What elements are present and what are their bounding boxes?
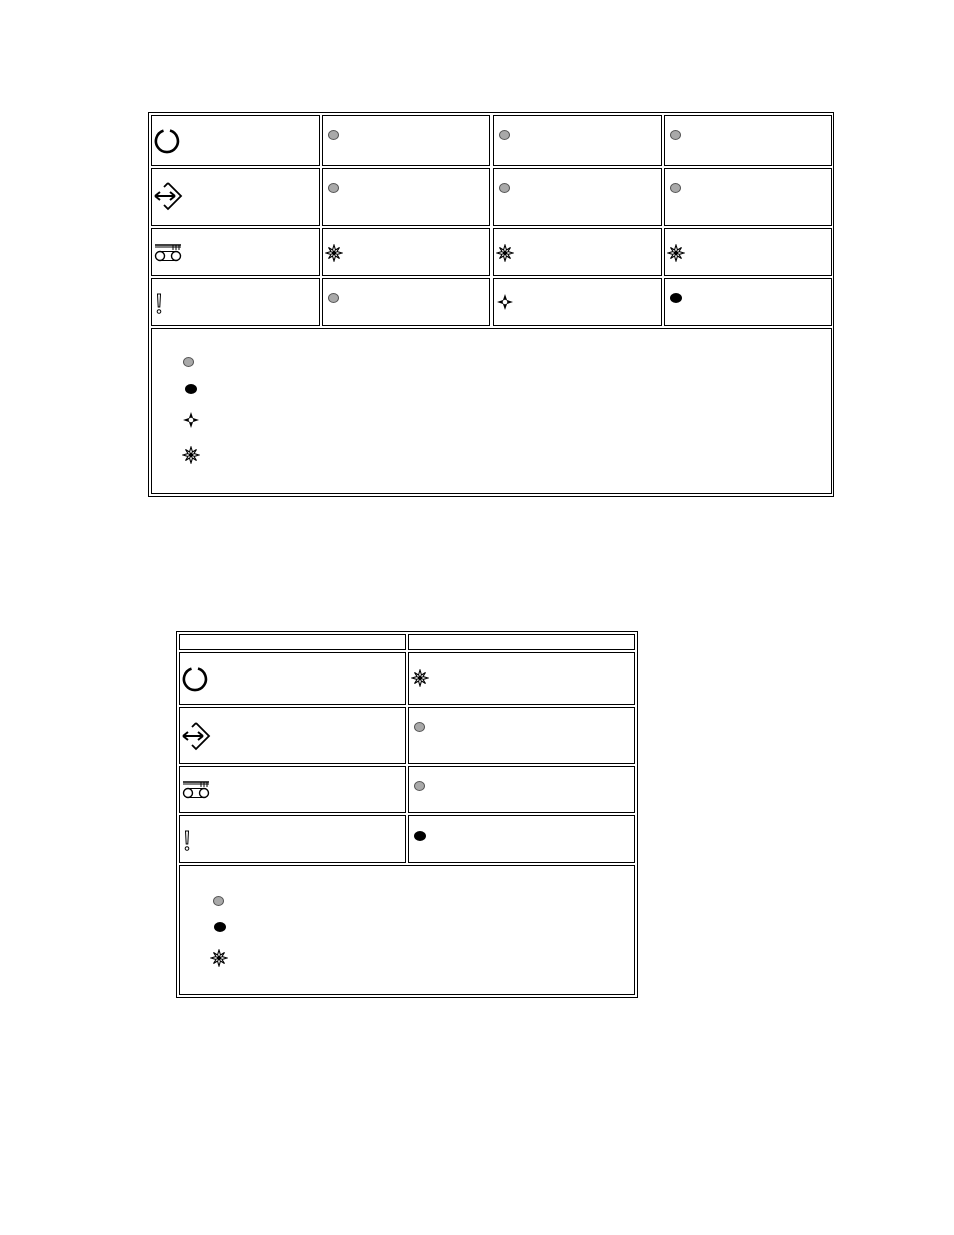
table1-row3-col2-cell [493,228,662,276]
led-on-icon [670,293,682,303]
legend-led-flashing-icon [210,949,228,967]
table1-row2-icon-cell [151,168,320,226]
led-off-icon [670,183,681,193]
power-icon [182,666,208,692]
tape-drive-icon [153,243,183,263]
legend-led-flashing-icon [182,446,200,464]
table2-row3-state-cell [408,766,635,813]
table1-row2-col2-cell [493,168,662,226]
led-on-icon [414,831,426,841]
table1-row3-col1-cell [322,228,490,276]
power-icon [154,128,180,154]
legend-led-off-icon [183,357,194,367]
table1-row4-col1-cell [322,278,490,326]
direction-arrow-icon [153,181,183,211]
table1-row3-icon-cell [151,228,320,276]
led-off-icon [414,722,425,732]
table2-header-col1 [179,634,406,650]
led-off-icon [670,130,681,140]
led-flashing-icon [325,244,343,262]
led-off-icon [499,183,510,193]
led-off-icon [499,130,510,140]
table2-row4-icon-cell [179,815,406,863]
table2-row2-icon-cell [179,707,406,764]
led-status-table-2 [176,631,638,998]
table1-row1-col3-cell [664,115,832,166]
table1-legend-cell [151,328,832,494]
led-flashing-icon [496,244,514,262]
attention-icon [155,293,163,315]
led-off-icon [328,130,339,140]
led-flashing-icon [411,669,429,687]
table1-row1-icon-cell [151,115,320,166]
attention-icon [183,830,191,852]
table1-row4-icon-cell [151,278,320,326]
led-flashing-icon [667,244,685,262]
tape-drive-icon [181,780,211,800]
table2-header-col2 [408,634,635,650]
table1-row1-col1-cell [322,115,490,166]
table1-row1-col2-cell [493,115,662,166]
table2-row1-state-cell [408,652,635,705]
table1-row3-col3-cell [664,228,832,276]
table1-row2-col3-cell [664,168,832,226]
table1-row4-col3-cell [664,278,832,326]
led-off-icon [328,293,339,303]
legend-led-off-icon [213,896,224,906]
legend-led-blinking-icon [182,411,200,429]
table2-row3-icon-cell [179,766,406,813]
legend-led-on-icon [185,384,197,394]
led-blinking-icon [496,293,514,311]
table1-row4-col2-cell [493,278,662,326]
table1-row2-col1-cell [322,168,490,226]
led-status-table-1 [148,112,834,497]
table2-row4-state-cell [408,815,635,863]
direction-arrow-icon [181,721,211,751]
led-off-icon [328,183,339,193]
table2-row1-icon-cell [179,652,406,705]
legend-led-on-icon [214,922,226,932]
led-off-icon [414,781,425,791]
table2-row2-state-cell [408,707,635,764]
table2-legend-cell [179,865,635,995]
